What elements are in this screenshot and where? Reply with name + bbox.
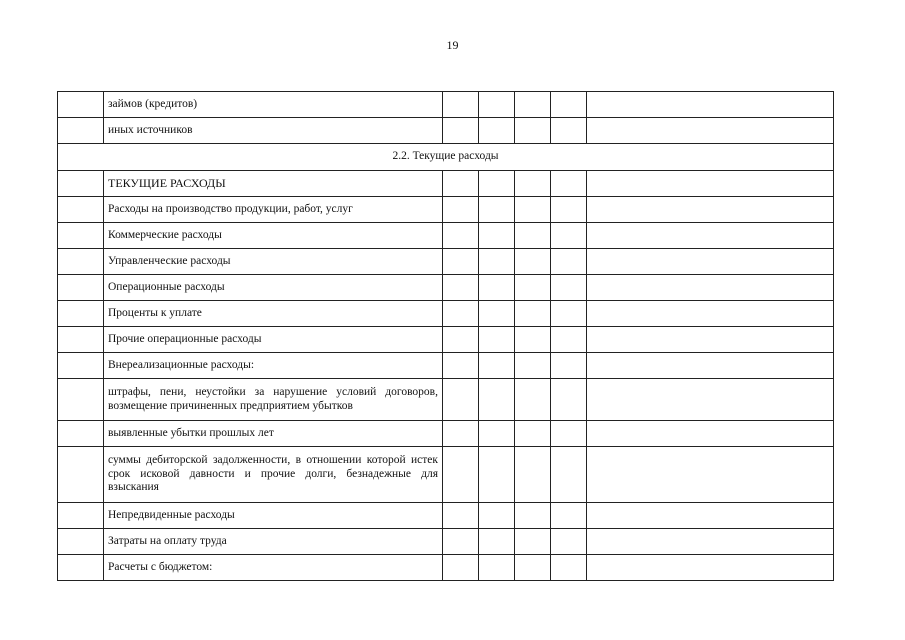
value-cell	[443, 223, 479, 249]
row-number-cell	[58, 223, 104, 249]
value-cell	[443, 92, 479, 118]
table-row	[58, 92, 834, 118]
value-cell	[587, 118, 834, 144]
row-label: Коммерческие расходы	[104, 223, 443, 249]
table-row	[58, 379, 834, 421]
row-number-cell	[58, 118, 104, 144]
row-label: ТЕКУЩИЕ РАСХОДЫ	[104, 171, 443, 197]
table-row	[58, 447, 834, 503]
row-label: Операционные расходы	[104, 275, 443, 301]
value-cell	[479, 529, 515, 555]
row-label: штрафы, пени, неустойки за нарушение условий договоров, возмещение причиненных предприятием убытков	[104, 379, 443, 421]
value-cell	[479, 379, 515, 421]
value-cell	[443, 171, 479, 197]
value-cell	[515, 275, 551, 301]
row-number-cell	[58, 447, 104, 503]
row-label: займов (кредитов)	[104, 92, 443, 118]
row-number-cell	[58, 275, 104, 301]
table-row	[58, 421, 834, 447]
value-cell	[551, 301, 587, 327]
section-row	[58, 144, 834, 171]
row-number-cell	[58, 92, 104, 118]
value-cell	[443, 503, 479, 529]
value-cell	[551, 275, 587, 301]
row-label: Расходы на производство продукции, работ, услуг	[104, 197, 443, 223]
value-cell	[443, 301, 479, 327]
value-cell	[515, 197, 551, 223]
value-cell	[479, 197, 515, 223]
value-cell	[443, 118, 479, 144]
row-label: Затраты на оплату труда	[104, 529, 443, 555]
value-cell	[515, 327, 551, 353]
value-cell	[551, 223, 587, 249]
value-cell	[479, 327, 515, 353]
row-label: Управленческие расходы	[104, 249, 443, 275]
row-number-cell	[58, 529, 104, 555]
value-cell	[551, 327, 587, 353]
value-cell	[443, 447, 479, 503]
value-cell	[587, 327, 834, 353]
section-heading: 2.2. Текущие расходы	[58, 144, 834, 171]
row-number-cell	[58, 249, 104, 275]
value-cell	[479, 447, 515, 503]
table-row	[58, 503, 834, 529]
row-label: Проценты к уплате	[104, 301, 443, 327]
table-row	[58, 171, 834, 197]
value-cell	[551, 379, 587, 421]
value-cell	[551, 92, 587, 118]
row-number-cell	[58, 353, 104, 379]
table-row	[58, 197, 834, 223]
value-cell	[551, 353, 587, 379]
value-cell	[587, 529, 834, 555]
value-cell	[551, 503, 587, 529]
value-cell	[551, 118, 587, 144]
value-cell	[479, 249, 515, 275]
value-cell	[587, 421, 834, 447]
value-cell	[515, 118, 551, 144]
value-cell	[443, 249, 479, 275]
value-cell	[515, 223, 551, 249]
value-cell	[515, 353, 551, 379]
value-cell	[479, 503, 515, 529]
table-row	[58, 301, 834, 327]
value-cell	[587, 503, 834, 529]
value-cell	[443, 555, 479, 581]
row-number-cell	[58, 327, 104, 353]
value-cell	[587, 249, 834, 275]
row-label: Расчеты с бюджетом:	[104, 555, 443, 581]
row-number-cell	[58, 421, 104, 447]
value-cell	[587, 275, 834, 301]
value-cell	[551, 447, 587, 503]
row-label: Прочие операционные расходы	[104, 327, 443, 353]
table-row	[58, 555, 834, 581]
row-label: иных источников	[104, 118, 443, 144]
row-number-cell	[58, 555, 104, 581]
page-number: 19	[446, 38, 459, 52]
value-cell	[587, 555, 834, 581]
value-cell	[515, 555, 551, 581]
row-number-cell	[58, 171, 104, 197]
value-cell	[443, 275, 479, 301]
table-row	[58, 529, 834, 555]
value-cell	[587, 197, 834, 223]
expenses-table	[57, 91, 834, 581]
table-row	[58, 223, 834, 249]
value-cell	[587, 301, 834, 327]
value-cell	[587, 223, 834, 249]
value-cell	[479, 92, 515, 118]
value-cell	[479, 275, 515, 301]
row-number-cell	[58, 379, 104, 421]
value-cell	[479, 118, 515, 144]
value-cell	[587, 92, 834, 118]
value-cell	[515, 301, 551, 327]
value-cell	[587, 171, 834, 197]
row-label: выявленные убытки прошлых лет	[104, 421, 443, 447]
row-number-cell	[58, 197, 104, 223]
value-cell	[515, 379, 551, 421]
value-cell	[515, 421, 551, 447]
row-label: Непредвиденные расходы	[104, 503, 443, 529]
table-row	[58, 327, 834, 353]
value-cell	[551, 555, 587, 581]
value-cell	[515, 171, 551, 197]
value-cell	[551, 421, 587, 447]
value-cell	[443, 327, 479, 353]
value-cell	[443, 529, 479, 555]
row-number-cell	[58, 301, 104, 327]
value-cell	[587, 353, 834, 379]
table-row	[58, 353, 834, 379]
value-cell	[479, 301, 515, 327]
value-cell	[443, 379, 479, 421]
value-cell	[551, 249, 587, 275]
value-cell	[479, 555, 515, 581]
row-label: суммы дебиторской задолженности, в отношении которой истек срок исковой давности и прочие долги, безнадежные для взыскания	[104, 447, 443, 503]
value-cell	[515, 503, 551, 529]
value-cell	[551, 171, 587, 197]
table-row	[58, 118, 834, 144]
value-cell	[551, 529, 587, 555]
value-cell	[443, 353, 479, 379]
table-row	[58, 249, 834, 275]
value-cell	[587, 379, 834, 421]
value-cell	[587, 447, 834, 503]
value-cell	[515, 447, 551, 503]
value-cell	[479, 353, 515, 379]
row-label: Внереализационные расходы:	[104, 353, 443, 379]
value-cell	[443, 421, 479, 447]
table-row	[58, 275, 834, 301]
value-cell	[515, 529, 551, 555]
value-cell	[479, 223, 515, 249]
value-cell	[551, 197, 587, 223]
value-cell	[443, 197, 479, 223]
value-cell	[515, 249, 551, 275]
value-cell	[515, 92, 551, 118]
row-number-cell	[58, 503, 104, 529]
value-cell	[479, 421, 515, 447]
value-cell	[479, 171, 515, 197]
